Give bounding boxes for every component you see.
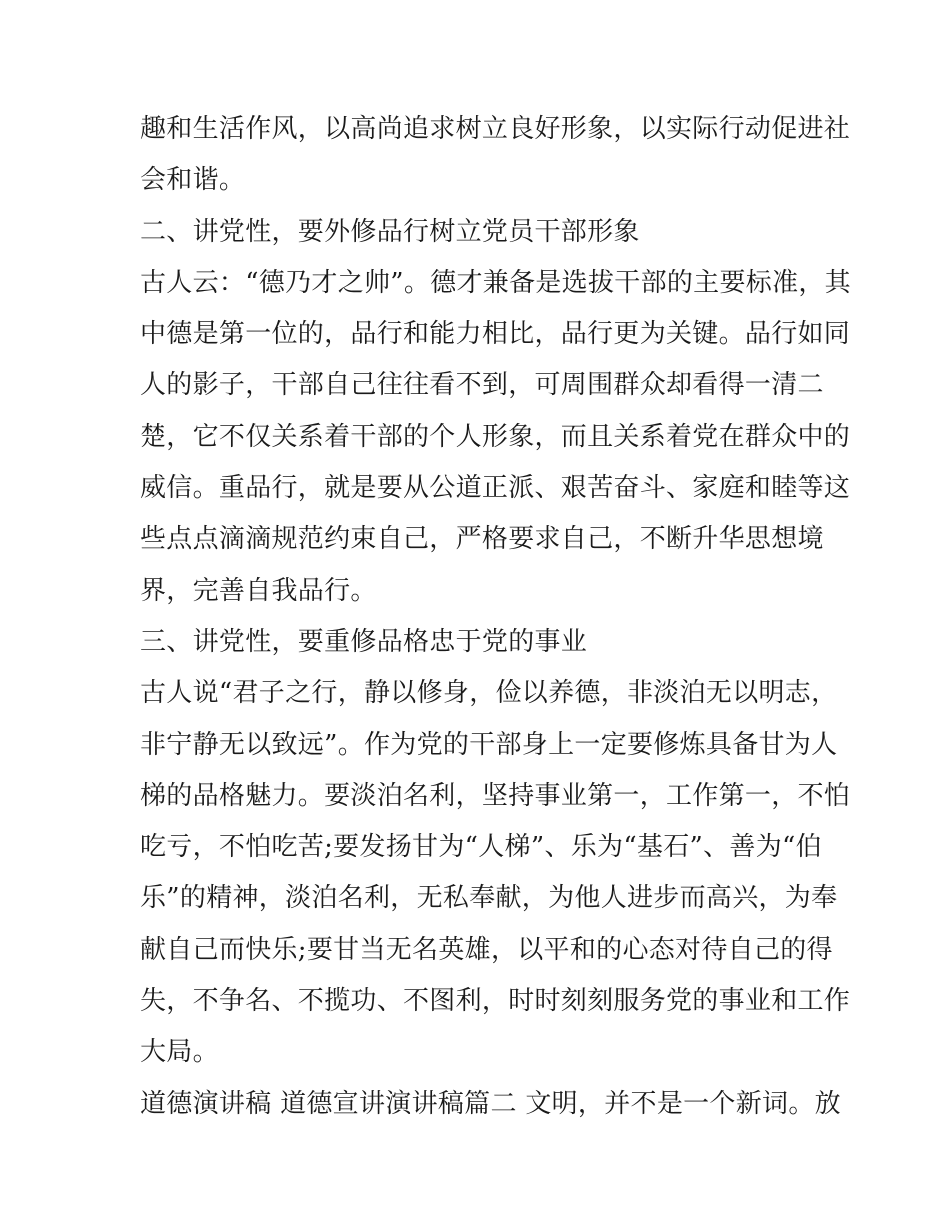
text-line: 趣和生活作风，以高尚追求树立良好形象，以实际行动促进社 (140, 114, 851, 144)
text-line: 界，完善自我品行。 (140, 575, 377, 606)
text-line: 梯的品格魅力。要淡泊名利，坚持事业第一，工作第一，不怕 (140, 780, 851, 811)
text-line: 吃亏，不怕吃苦;要发扬甘为“人梯”、乐为“基石”、善为“伯 (140, 832, 822, 863)
text-line: 非宁静无以致远”。作为党的干部身上一定要修炼具备甘为人 (140, 729, 838, 760)
section-heading: 三、讲党性，要重修品格忠于党的事业 (140, 626, 588, 657)
text-line: 古人云：“德乃才之帅”。德才兼备是选拔干部的主要标准，其 (140, 267, 851, 298)
text-line: 乐”的精神，淡泊名利，无私奉献，为他人进步而高兴，为奉 (140, 883, 838, 914)
text-line: 大局。 (140, 1037, 219, 1068)
section-heading: 二、讲党性，要外修品行树立党员干部形象 (140, 216, 640, 247)
text-line: 古人说“君子之行，静以修身，俭以养德，非淡泊无以明志， (140, 678, 838, 709)
text-line: 献自己而快乐;要甘当无名英雄，以平和的心态对待自己的得 (140, 934, 833, 965)
text-line: 些点点滴滴规范约束自己，严格要求自己，不断升华思想境 (140, 524, 824, 555)
text-line: 人的影子，干部自己往往看不到，可周围群众却看得一清二 (140, 370, 824, 401)
text-line: 道德演讲稿 道德宣讲演讲稿篇二 文明，并不是一个新词。放 (140, 1088, 841, 1119)
text-line: 会和谐。 (140, 165, 246, 196)
text-line: 失，不争名、不揽功、不图利，时时刻刻服务党的事业和工作 (140, 986, 851, 1017)
text-line: 威信。重品行，就是要从公道正派、艰苦奋斗、家庭和睦等这 (140, 473, 851, 504)
text-line: 中德是第一位的，品行和能力相比，品行更为关键。品行如同 (140, 319, 851, 350)
text-line: 楚，它不仅关系着干部的个人形象，而且关系着党在群众中的 (140, 421, 851, 452)
document-body (140, 104, 851, 1130)
